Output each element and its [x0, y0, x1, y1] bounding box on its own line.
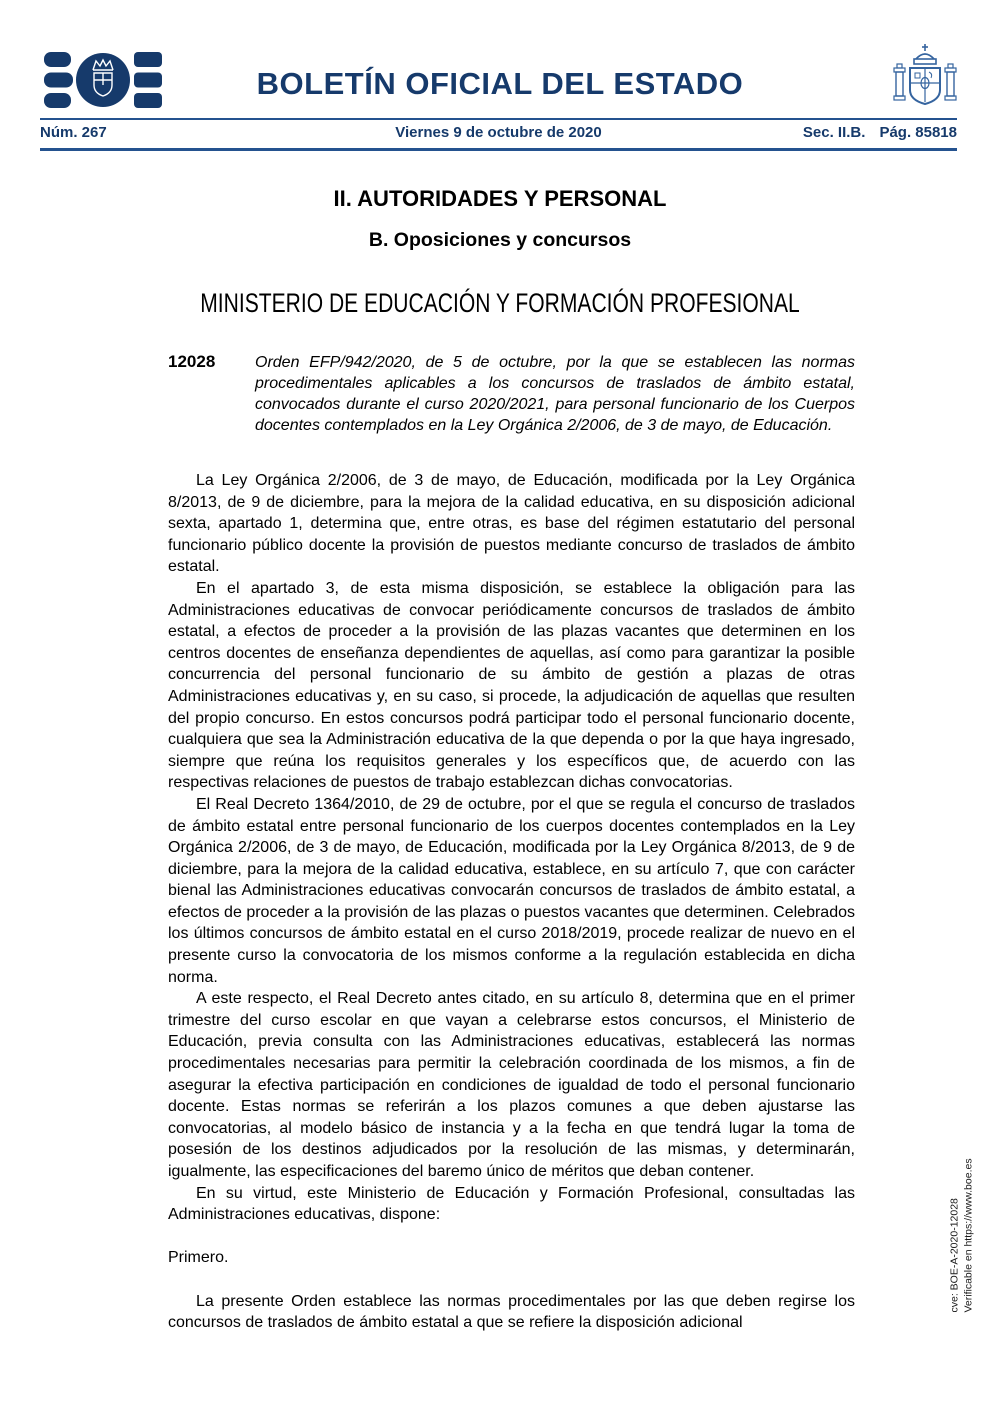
- section-ref: Sec. II.B.: [802, 124, 866, 141]
- masthead-title: BOLETÍN OFICIAL DEL ESTADO: [256, 66, 744, 101]
- closing-paragraph: La presente Orden establece las normas procedimentales por las que deben regirse los concursos de traslados de ámbito estatal a que se refiere la disposición adicional: [168, 1292, 855, 1332]
- header-meta-row: [40, 124, 957, 141]
- issue-date: Viernes 9 de octubre de 2020: [395, 124, 602, 141]
- cve-verification: Verificable en https://www.boe.es: [962, 1158, 974, 1313]
- section-heading: II. AUTORIDADES Y PERSONAL: [333, 186, 667, 211]
- header-rule-bottom: [40, 148, 957, 151]
- subsection-heading: B. Oposiciones y concursos: [368, 229, 632, 251]
- announcement-block: [168, 352, 855, 436]
- spain-coat-of-arms-icon: [884, 42, 966, 118]
- document-body: [168, 470, 855, 1334]
- body-paragraph: La Ley Orgánica 2/2006, de 3 de mayo, de Educación, modificada por la Ley Orgánica 8/2013, de 9 de diciembre, para la mejora de la calidad educativa, en su disposición adicional sexta, apartado 1, determina que, entre otras, es base del régimen estatutario del personal funcionario público docente la provisión de puestos mediante concurso de traslados de ámbito estatal.: [168, 472, 855, 576]
- body-paragraph: A este respecto, el Real Decreto antes citado, en su artículo 8, determina que en el primer trimestre del curso escolar en que vayan a celebrarse estos concursos, el Ministerio de Educación, previa consulta con las Administraciones educativas, establecerá las normas procedimentales necesarias para permitir la celebración coordinada de los mismos, a fin de asegurar la efectiva participación en condiciones de igualdad de todo el personal funcionario docente. Estas normas se referirán a los plazos comunes a que deben ajustarse las convocatorias, al modelo básico de instancia y a la fecha en que tendrá lugar la toma de posesión de los destinos adjudicados por la resolución de las mismas, y determinarán, igualmente, las especificaciones del baremo único de méritos que deban contener.: [168, 990, 855, 1180]
- cve-sidebar: [949, 1137, 976, 1313]
- cve-code: cve: BOE-A-2020-12028: [948, 1198, 961, 1313]
- announcement-number: 12028: [168, 352, 216, 371]
- page-ref: Pág. 85818: [879, 124, 957, 141]
- body-paragraph: En su virtud, este Ministerio de Educación y Formación Profesional, consultadas las Administraciones educativas, dispone:: [168, 1184, 855, 1224]
- issue-number: Núm. 267: [40, 124, 107, 141]
- header-rule-top: [40, 118, 957, 120]
- article-heading: Primero.: [168, 1249, 229, 1267]
- announcement-summary: Orden EFP/942/2020, de 5 de octubre, por la que se establecen las normas procedimentales aplicables a los concursos de traslados de ámbito estatal, convocados durante el curso 2020/2021, para personal funcionario de los Cuerpos docentes contemplados en la Ley Orgánica 2/2006, de 3 de mayo, de Educación.: [255, 354, 855, 434]
- ministry-heading: MINISTERIO DE EDUCACIÓN Y FORMACIÓN PROFESIONAL: [200, 288, 800, 318]
- section-page-ref: [602, 124, 957, 141]
- body-paragraph: En el apartado 3, de esta misma disposición, se establece la obligación para las Administraciones educativas de convocar periódicamente concursos de traslados de ámbito estatal, a efectos de proceder a la provisión de las plazas vacantes que determinen en los centros docentes de enseñanza dependientes de aquellas, así como para garantizar la posible concurrencia del personal funcionario de su ámbito de gestión a plazas de otras Administraciones educativas y, en su caso, si procede, la adjudicación de aquellas que resulten del propio concurso. En estos concursos podrá participar todo el personal funcionario docente, cualquiera que sea la Administración educativa de la que dependa o por la que haya ingresado, siempre que reúna los requisitos generales y los específicos que, de acuerdo con las respectivas relaciones de puestos de trabajo establezcan dichas convocatorias.: [168, 579, 855, 792]
- body-paragraph: El Real Decreto 1364/2010, de 29 de octubre, por el que se regula el concurso de traslados de ámbito estatal entre personal funcionario de los cuerpos docentes contemplados en la Ley Orgánica 2/2006, de 3 de mayo, de Educación, modificada por la Ley Orgánica 8/2013, de 9 de diciembre, para la mejora de la calidad educativa, establece, en su artículo 7, que con carácter bienal las Administraciones educativas convocarán concursos de traslados de ámbito estatal, a efectos de proceder a la provisión de las plazas o puestos vacantes que determinen. Celebrados los últimos concursos de ámbito estatal en el curso 2018/2019, procede realizar de nuevo en el presente curso la convocatoria de los mismos conforme a la regulación establecida en dicha norma.: [168, 795, 855, 986]
